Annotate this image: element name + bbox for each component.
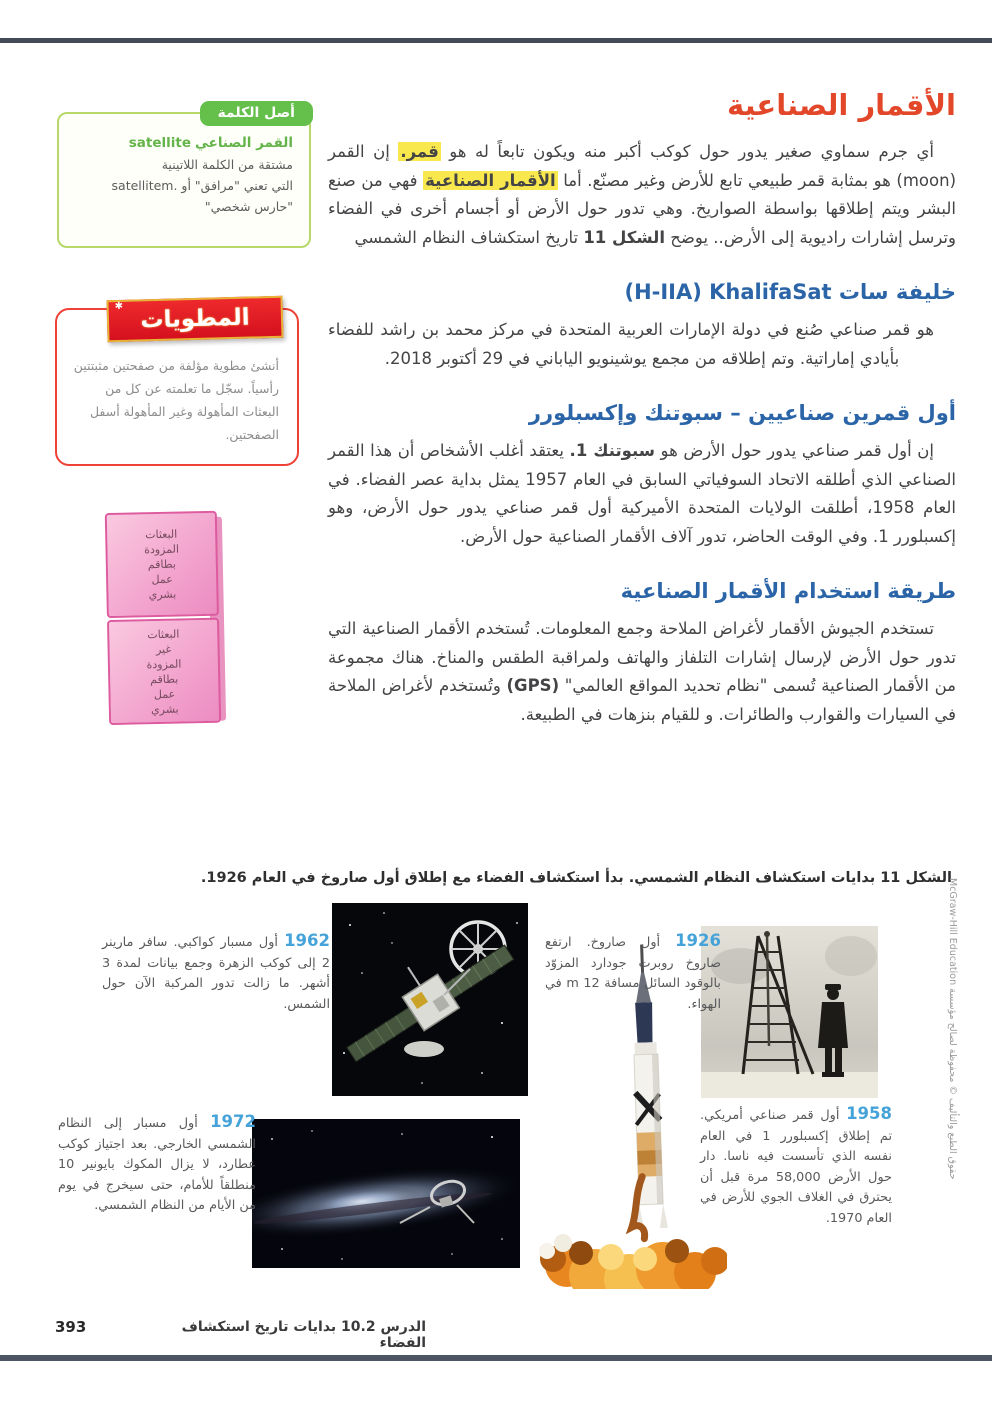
khalifasat-heading-arabic: خليفة سات: [838, 280, 956, 304]
sputnik-bold: سبوتنك 1.: [569, 441, 655, 460]
section-heading-first-satellites: أول قمرين صناعيين – سبوتنك وإكسبلورر: [528, 401, 956, 425]
intro-text-2: إن القمر (moon) هو بمثابة قمر طبيعي تابع للأرض وغير مصنّع. أما: [328, 142, 956, 190]
foldables-title: المطويات: [140, 304, 250, 334]
bottom-page-rule: [0, 1355, 992, 1361]
goddard-rocket-photo: [701, 926, 878, 1098]
event-1962: [102, 931, 330, 1015]
event-1958-year: 1958: [846, 1104, 892, 1123]
figure-caption-text: بدايات استكشاف النظام الشمسي. بدأ استكشاف الفضاء مع إطلاق أول صاروخ في العام 1926.: [200, 870, 881, 886]
usage-text-1: تستخدم الجيوش الأقمار لأغراض الملاحة وجمع المعلومات. تُستخدم الأقمار الصناعية التي تدور حول الأرض لإرسال إشارات التلفاز والهاتف ولمراقبة الطقس والمناخ. هناك مجموعة من الأقمار الصناعية تُسمى "نظام تحديد المواقع العالمي": [328, 619, 956, 695]
event-1958: [700, 1104, 892, 1229]
event-1962-year: 1962: [284, 931, 330, 950]
event-1972: [58, 1112, 256, 1217]
foldable-graphic: [95, 511, 221, 730]
origin-term-arabic: القمر الصناعي: [194, 135, 293, 151]
event-1926: [545, 931, 721, 1015]
vocab-highlight-moon: قمر.: [400, 142, 439, 161]
origin-line1: مشتقة من الكلمة اللاتينية: [161, 157, 293, 172]
first-sats-text-1: إن أول قمر صناعي يدور حول الأرض هو: [654, 441, 934, 460]
top-page-rule: [0, 38, 992, 43]
foldable-panel-crewed: البعثات المزودة بطاقم عمل بشري: [105, 511, 219, 618]
vocab-highlight-satellites: الأقمار الصناعية: [425, 170, 556, 190]
figure-caption: [40, 870, 952, 886]
copyright-notice: حقوق الطبع والتأليف © محفوظة لصالح مؤسسة McGraw-Hill Education: [947, 878, 958, 1180]
khalifasat-heading-rocket: (H-IIA): [624, 280, 702, 304]
gps-bold: (GPS): [506, 676, 560, 695]
event-1958-text: أول قمر صناعي أمريكي. تم إطلاق إكسبلورر 1 في العام نفسه الذي تأسست فيه ناسا. دار حول الأرض 58,000 مرة قبل أن يحترق في الغلاف الجوي للأرض في العام 1970.: [700, 1108, 893, 1226]
figure-reference: الشكل 11: [583, 227, 666, 247]
word-origin-tab: أصل الكلمة: [200, 101, 314, 126]
usage-paragraph: [328, 615, 956, 729]
origin-term-english: satellite: [128, 135, 191, 151]
foldables-instructions: أنشئ مطوية مؤلفة من صفحتين مثبتتين رأسياً. سجّل ما تعلمته عن كل من البعثات المأهولة وغير المأهولة أسفل الصفحتين.: [73, 358, 279, 442]
pioneer10-galaxy-photo: [252, 1119, 520, 1268]
intro-text-3: فهي من صنع البشر ويتم إطلاقها بواسطة الصواريخ. وهي تدور حول الأرض أو أجسام أخرى في الفضاء وترسل إشارات راديوية إلى الأرض.. يوضح: [328, 170, 956, 247]
figure-caption-label: الشكل 11: [880, 870, 952, 886]
origin-line2: satellitem. التي تعني "مرافق" أو: [111, 178, 293, 193]
word-origin-box: [57, 105, 311, 248]
lesson-reference: الدرس 10.2 بدايات تاريخ استكشاف الفضاء: [181, 1319, 426, 1351]
khalifasat-heading-english: KhalifaSat: [709, 280, 832, 304]
section-heading-usage: طريقة استخدام الأقمار الصناعية: [620, 579, 956, 603]
intro-text-1: أي جرم سماوي صغير يدور حول كوكب أكبر منه ويكون تابعاً له هو: [440, 142, 934, 161]
pioneer10-illustration: [252, 1119, 520, 1268]
mariner2-photo: [332, 903, 528, 1096]
khalifasat-paragraph: هو قمر صناعي صُنع في دولة الإمارات العربية المتحدة في مركز محمد بن راشد للفضاء بأيادي إماراتية. وتم إطلاقه من مجمع يوشينويو الياباني في 29 أكتوبر 2018.: [328, 320, 934, 368]
section-heading-khalifasat: [328, 280, 956, 304]
foldables-box: [55, 300, 299, 466]
foldable-panel-uncrewed: البعثات غير المزودة بطاقم عمل بشري: [107, 618, 221, 725]
mariner2-illustration: [332, 903, 528, 1096]
event-1962-text: أول مسبار كواكبي. سافر مارينر 2 إلى كوكب الزهرة وجمع بيانات لمدة 3 أشهر. ما زالت تدور المركبة الآن حول الشمس.: [102, 935, 330, 1012]
star-icon: ✱: [114, 300, 124, 313]
event-1926-year: 1926: [675, 931, 721, 950]
usage-text-2: وتُستخدم لأغراض الملاحة في السيارات والقوارب والطائرات. و للقيام بنزهات في الطبيعة.: [328, 676, 956, 724]
event-1972-text: أول مسبار إلى النظام الشمسي الخارجي. بعد اجتياز كوكب عطارد، لا يزال المكوك بايونير 10 منطلقاً للأمام، حتى سيخرج في يوم من الأيام من النظام الشمسي.: [58, 1116, 256, 1213]
event-1926-text: أول صاروخ. ارتفع صاروخ روبرت جودارد المزوّد بالوقود السائل مسافة 12 m في الهواء.: [545, 935, 721, 1012]
intro-text-4: تاريخ استكشاف النظام الشمسي: [354, 227, 584, 247]
page-title: الأقمار الصناعية: [726, 88, 956, 122]
foldables-banner: [106, 296, 283, 343]
main-text-column: [328, 88, 956, 729]
first-satellites-paragraph: [328, 437, 956, 551]
event-1972-year: 1972: [210, 1112, 256, 1131]
first-sats-text-2: يعتقد أغلب الأشخاص أن هذا القمر الصناعي الذي أطلقه الاتحاد السوفياتي السابق في العام 1957 يمثل بداية عصر الفضاء. في العام 1958، أطلقت الولايات المتحدة الأميركية أول قمر صناعي يدور حول الأرض، وهو إكسبلورر 1. وفي الوقت الحاضر، تدور آلاف الأقمار الصناعية حول الأرض.: [328, 441, 956, 546]
page-number: 393: [55, 1318, 87, 1336]
word-origin-content: [59, 114, 309, 223]
origin-line3: "حارس شخصي": [204, 199, 293, 214]
intro-paragraph: [328, 138, 956, 252]
goddard-illustration: [701, 926, 878, 1098]
